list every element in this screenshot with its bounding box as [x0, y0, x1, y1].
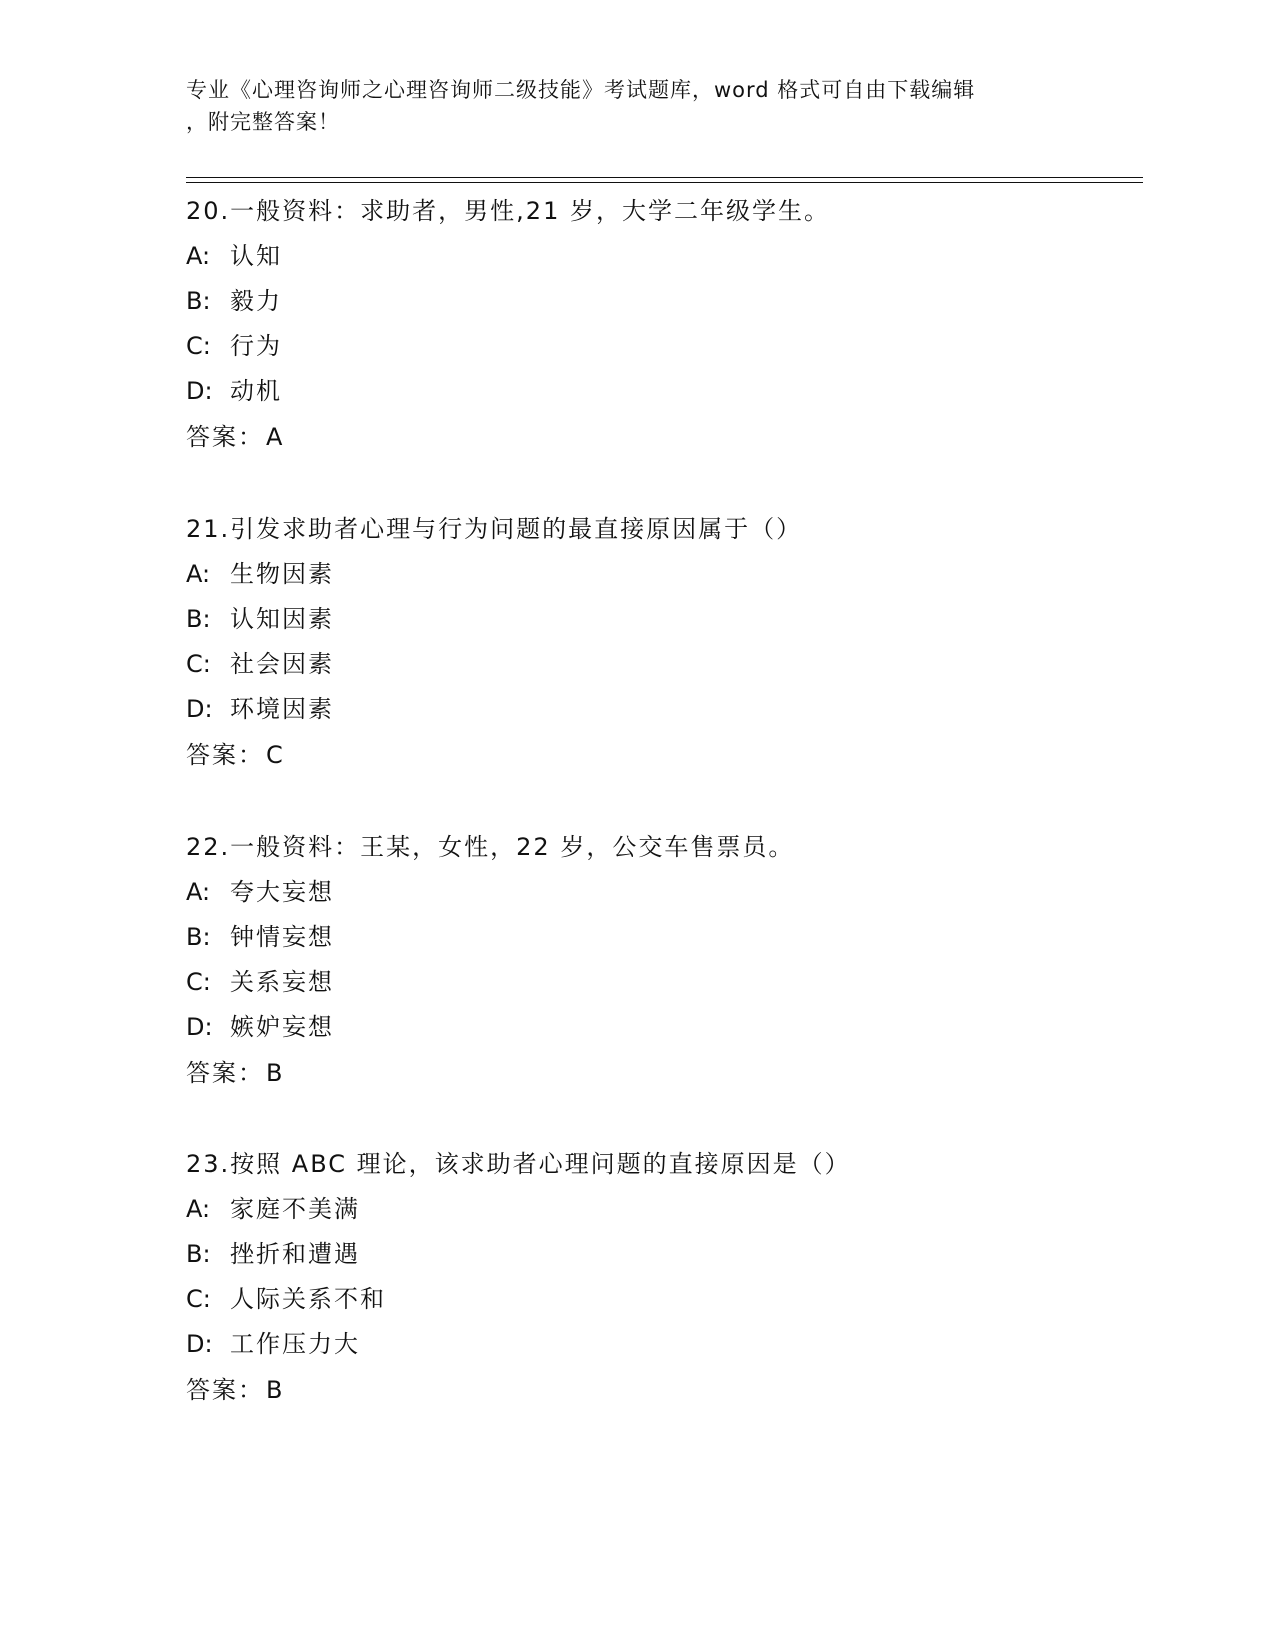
option-a — [186, 870, 1146, 915]
option-key: A: — [186, 560, 211, 588]
option-text: 家庭不美满 — [230, 1195, 360, 1223]
option-text: 夸大妄想 — [230, 878, 334, 906]
option-text: 钟情妄想 — [230, 923, 334, 951]
answer-line — [186, 732, 1146, 778]
document-header — [186, 74, 1086, 138]
option-a — [186, 234, 1146, 279]
answer-value: A — [266, 423, 285, 451]
option-key: D: — [186, 377, 213, 405]
option-key: C: — [186, 968, 211, 996]
question-block-23 — [186, 1141, 1146, 1413]
question-title: 20.一般资料：求助者，男性,21 岁，大学二年级学生。 — [186, 197, 830, 225]
option-b — [186, 1232, 1146, 1277]
option-text: 生物因素 — [230, 560, 334, 588]
question-title: 23.按照 ABC 理论，该求助者心理问题的直接原因是（） — [186, 1150, 851, 1178]
option-c — [186, 960, 1146, 1005]
option-text: 社会因素 — [230, 650, 334, 678]
option-key: A: — [186, 1195, 211, 1223]
option-d — [186, 369, 1146, 414]
option-key: C: — [186, 332, 211, 360]
answer-line — [186, 1367, 1146, 1413]
answer-line — [186, 1050, 1146, 1096]
answer-line — [186, 414, 1146, 460]
answer-label: 答案： — [186, 1059, 264, 1087]
question-title: 22.一般资料：王某，女性，22 岁，公交车售票员。 — [186, 833, 795, 861]
header-divider-bottom — [186, 182, 1143, 183]
option-key: C: — [186, 650, 211, 678]
option-key: D: — [186, 695, 213, 723]
answer-label: 答案： — [186, 1376, 264, 1404]
answer-label: 答案： — [186, 423, 264, 451]
question-block-22 — [186, 824, 1146, 1096]
answer-label: 答案： — [186, 741, 264, 769]
option-c — [186, 1277, 1146, 1322]
option-b — [186, 597, 1146, 642]
option-text: 行为 — [230, 332, 282, 360]
question-block-21 — [186, 506, 1146, 778]
answer-value: B — [266, 1059, 285, 1087]
option-key: C: — [186, 1285, 211, 1313]
option-key: D: — [186, 1330, 213, 1358]
option-c — [186, 324, 1146, 369]
option-d — [186, 1322, 1146, 1367]
answer-value: B — [266, 1376, 285, 1404]
option-text: 动机 — [230, 377, 282, 405]
option-c — [186, 642, 1146, 687]
option-text: 关系妄想 — [230, 968, 334, 996]
option-key: B: — [186, 287, 211, 315]
option-text: 人际关系不和 — [230, 1285, 386, 1313]
option-a — [186, 1187, 1146, 1232]
option-text: 环境因素 — [230, 695, 334, 723]
option-key: B: — [186, 605, 211, 633]
question-block-20 — [186, 188, 1146, 460]
option-text: 挫折和遭遇 — [230, 1240, 360, 1268]
option-key: B: — [186, 923, 211, 951]
option-d — [186, 687, 1146, 732]
answer-value: C — [266, 741, 285, 769]
option-d — [186, 1005, 1146, 1050]
option-text: 毅力 — [230, 287, 282, 315]
option-text: 认知因素 — [230, 605, 334, 633]
header-divider-top — [186, 177, 1143, 178]
option-text: 认知 — [230, 242, 282, 270]
option-a — [186, 552, 1146, 597]
header-line-1: 专业《心理咨询师之心理咨询师二级技能》考试题库，word 格式可自由下载编辑 — [186, 78, 976, 102]
option-text: 工作压力大 — [230, 1330, 360, 1358]
option-b — [186, 279, 1146, 324]
option-b — [186, 915, 1146, 960]
header-line-2: ，附完整答案！ — [186, 110, 340, 134]
option-text: 嫉妒妄想 — [230, 1013, 334, 1041]
option-key: B: — [186, 1240, 211, 1268]
option-key: D: — [186, 1013, 213, 1041]
question-title: 21.引发求助者心理与行为问题的最直接原因属于（） — [186, 515, 803, 543]
option-key: A: — [186, 878, 211, 906]
option-key: A: — [186, 242, 211, 270]
